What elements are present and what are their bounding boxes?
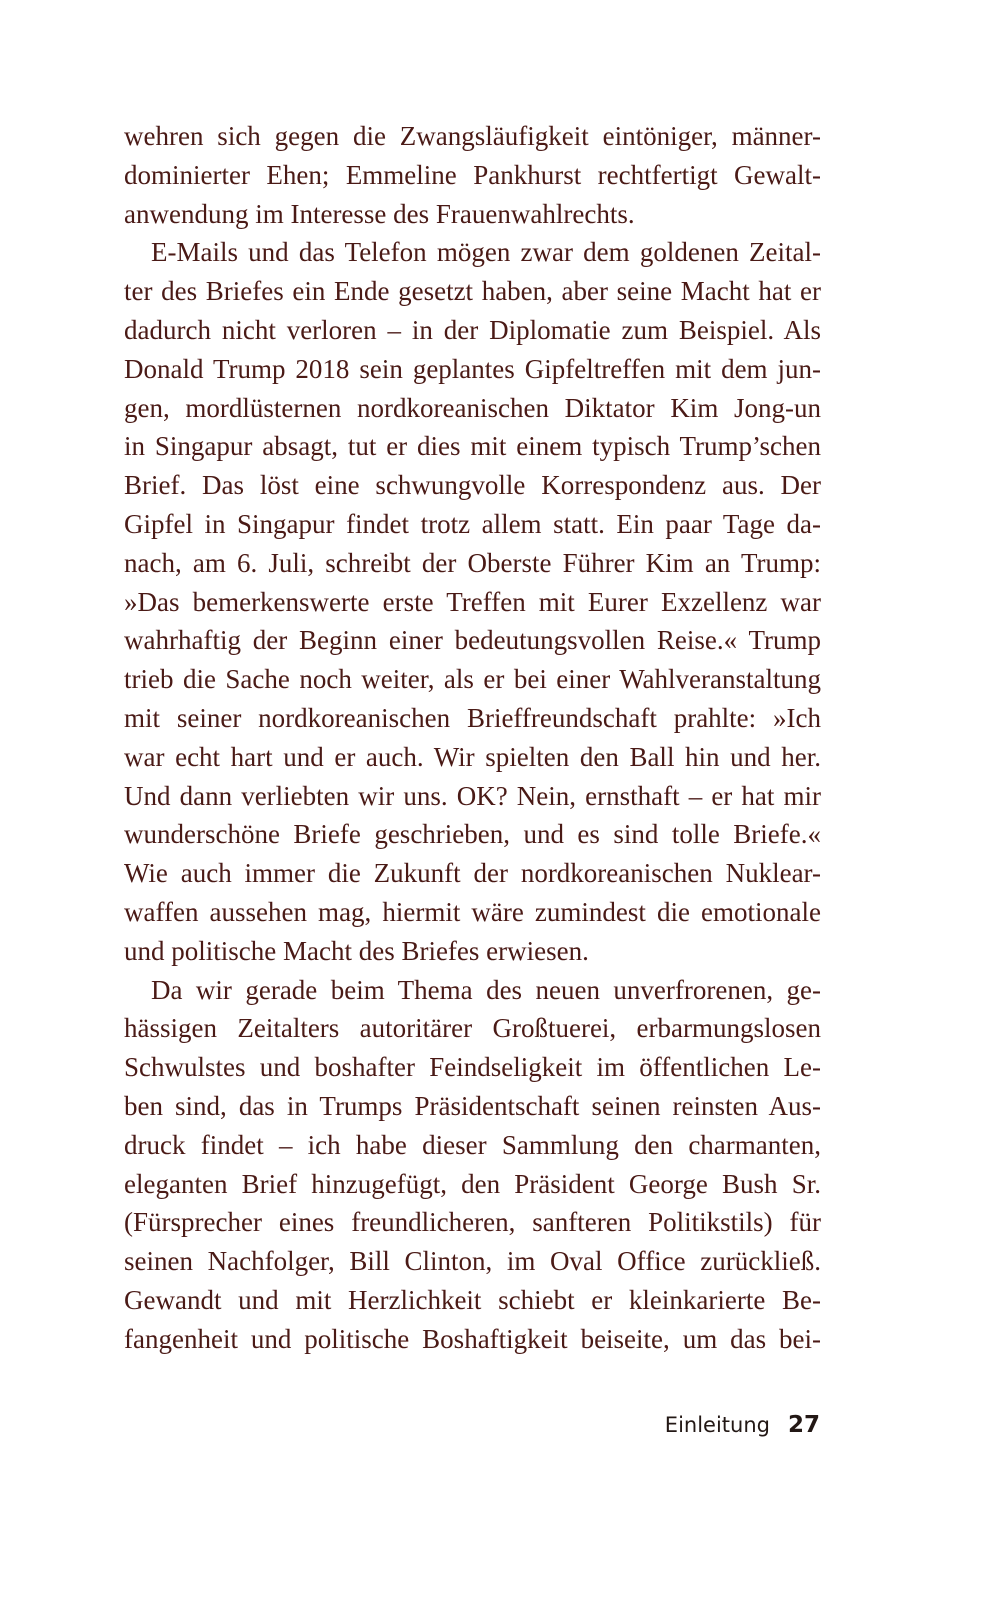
text-line: wahrhaftig der Beginn einer bedeutungsvollen Reise.« Trump: [124, 625, 821, 656]
text-line: gen, mordlüsternen nordkoreanischen Diktator Kim Jong-un: [124, 392, 821, 423]
page-number: 27: [787, 1412, 820, 1438]
page-footer: [560, 1410, 820, 1440]
text-line: Gipfel in Singapur findet trotz allem statt. Ein paar Tage da-: [124, 508, 821, 539]
text-line: hässigen Zeitalters autoritärer Großtuerei, erbarmungslosen: [124, 1013, 821, 1044]
text-line: in Singapur absagt, tut er dies mit einem typisch Trump’schen: [124, 431, 821, 462]
text-line: trieb die Sache noch weiter, als er bei einer Wahlveranstaltung: [124, 664, 821, 695]
text-line: eleganten Brief hinzugefügt, den Präsident George Bush Sr.: [124, 1168, 821, 1199]
text-line: fangenheit und politische Boshaftigkeit beiseite, um das bei-: [124, 1323, 821, 1354]
text-line: ben sind, das in Trumps Präsidentschaft seinen reinsten Aus-: [124, 1090, 821, 1121]
text-line: war echt hart und er auch. Wir spielten den Ball hin und her.: [124, 741, 821, 772]
text-line: dominierter Ehen; Emmeline Pankhurst rechtfertigt Gewalt-: [124, 159, 821, 190]
text-line: dadurch nicht verloren – in der Diplomatie zum Beispiel. Als: [124, 314, 821, 345]
text-line: Wie auch immer die Zukunft der nordkoreanischen Nuklear-: [124, 858, 821, 889]
text-line: Schwulstes und boshafter Feindseligkeit im öffentlichen Le-: [124, 1052, 821, 1083]
text-line: und politische Macht des Briefes erwiesen.: [124, 935, 589, 966]
paragraph-start-line: Da wir gerade beim Thema des neuen unverfrorenen, ge-: [151, 974, 821, 1005]
text-line: wehren sich gegen die Zwangsläufigkeit eintöniger, männer-: [124, 121, 821, 151]
text-line: nach, am 6. Juli, schreibt der Oberste Führer Kim an Trump:: [124, 547, 821, 578]
text-line: Und dann verliebten wir uns. OK? Nein, ernsthaft – er hat mir: [124, 780, 821, 811]
text-line: anwendung im Interesse des Frauenwahlrechts.: [124, 198, 635, 229]
text-line: Donald Trump 2018 sein geplantes Gipfeltreffen mit dem jun-: [124, 353, 821, 384]
text-line: waffen aussehen mag, hiermit wäre zumindest die emotionale: [124, 896, 821, 927]
body-text: [124, 117, 821, 1359]
text-line: druck findet – ich habe dieser Sammlung den charmanten,: [124, 1129, 821, 1160]
text-line: (Fürsprecher eines freundlicheren, sanfteren Politikstils) für: [124, 1207, 821, 1238]
text-line: Brief. Das löst eine schwungvolle Korrespondenz aus. Der: [124, 470, 821, 501]
text-line: wunderschöne Briefe geschrieben, und es sind tolle Briefe.«: [124, 819, 821, 850]
text-line: ter des Briefes ein Ende gesetzt haben, aber seine Macht hat er: [124, 276, 821, 307]
running-footer-section: Einleitung: [664, 1413, 770, 1437]
text-line: »Das bemerkenswerte erste Treffen mit Eurer Exzellenz war: [124, 586, 821, 617]
text-line: Gewandt und mit Herzlichkeit schiebt er kleinkarierte Be-: [124, 1284, 821, 1315]
text-line: seinen Nachfolger, Bill Clinton, im Oval Office zurückließ.: [124, 1246, 821, 1277]
paragraph-start-line: E-Mails und das Telefon mögen zwar dem goldenen Zeital-: [151, 237, 821, 268]
text-line: mit seiner nordkoreanischen Brieffreundschaft prahlte: »Ich: [124, 702, 821, 733]
